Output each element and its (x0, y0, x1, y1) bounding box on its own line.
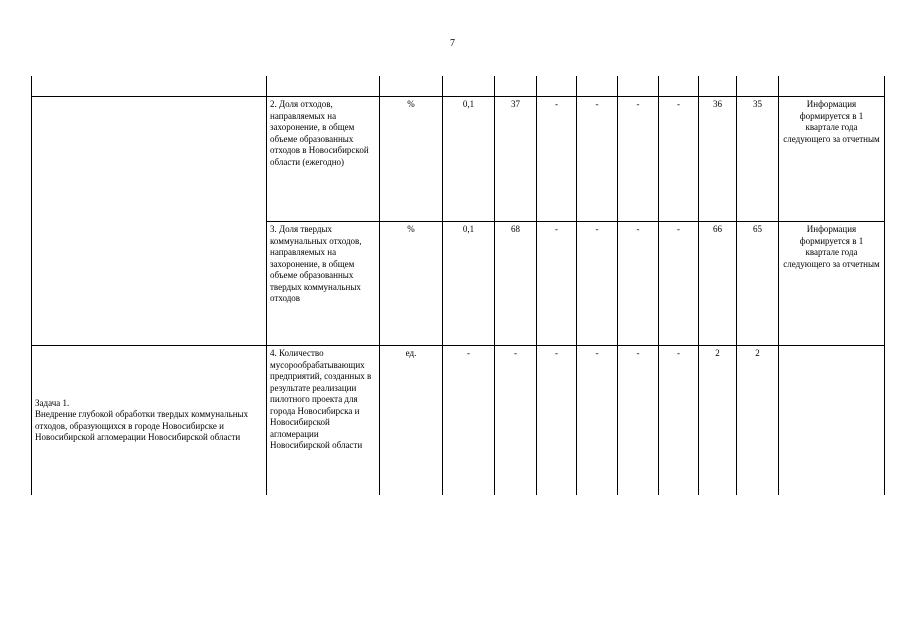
value-cell: - (659, 346, 699, 496)
table-cell (380, 76, 443, 97)
value-cell: - (577, 97, 618, 222)
value-cell: - (537, 346, 577, 496)
unit-cell: % (380, 97, 443, 222)
value-cell: 65 (737, 222, 779, 346)
value-cell: 35 (737, 97, 779, 222)
value-cell: - (659, 222, 699, 346)
table-cell (779, 76, 885, 97)
page-number: 7 (450, 38, 455, 49)
value-cell: 37 (495, 97, 537, 222)
unit-cell: % (380, 222, 443, 346)
table-cell (443, 76, 495, 97)
value-cell: - (577, 346, 618, 496)
table-cell (618, 76, 659, 97)
indicator-cell: 4. Количество мусорообрабатывающих предприятий, созданных в результате реализации пилотного проекта для города Новосибирска и Новосибирской агломерации Новосибирской области (267, 346, 380, 496)
table-cell (659, 76, 699, 97)
table-cell (495, 76, 537, 97)
note-cell (779, 346, 885, 496)
task-cell-empty (32, 97, 267, 346)
note-cell: Информация формируется в 1 квартале года следующего за отчетным (779, 222, 885, 346)
weight-cell: - (443, 346, 495, 496)
value-cell: 2 (699, 346, 737, 496)
indicator-cell: 3. Доля твердых коммунальных отходов, направляемых на захоронение, в общем объеме образованных твердых коммунальных отходов (267, 222, 380, 346)
value-cell: - (537, 97, 577, 222)
table-row (32, 346, 885, 496)
table-cell (699, 76, 737, 97)
task-cell: Задача 1. Внедрение глубокой обработки твердых коммунальных отходов, образующихся в городе Новосибирске и Новосибирской агломерации Новосибирской области (32, 346, 267, 496)
indicator-cell: 2. Доля отходов, направляемых на захоронение, в общем объеме образованных отходов в Новосибирской области (ежегодно) (267, 97, 380, 222)
weight-cell: 0,1 (443, 222, 495, 346)
value-cell: - (618, 222, 659, 346)
table-cell (577, 76, 618, 97)
value-cell: - (495, 346, 537, 496)
value-cell: 2 (737, 346, 779, 496)
table-cell (737, 76, 779, 97)
value-cell: - (618, 346, 659, 496)
value-cell: - (659, 97, 699, 222)
value-cell: 68 (495, 222, 537, 346)
table-row-continuation (32, 76, 885, 97)
value-cell: - (577, 222, 618, 346)
table-cell (267, 76, 380, 97)
value-cell: - (537, 222, 577, 346)
value-cell: 66 (699, 222, 737, 346)
unit-cell: ед. (380, 346, 443, 496)
note-cell: Информация формируется в 1 квартале года следующего за отчетным (779, 97, 885, 222)
value-cell: 36 (699, 97, 737, 222)
table-cell (537, 76, 577, 97)
table-cell (32, 76, 267, 97)
weight-cell: 0,1 (443, 97, 495, 222)
indicators-table-container (31, 76, 885, 495)
table-row (32, 97, 885, 222)
value-cell: - (618, 97, 659, 222)
indicators-table (31, 76, 885, 495)
